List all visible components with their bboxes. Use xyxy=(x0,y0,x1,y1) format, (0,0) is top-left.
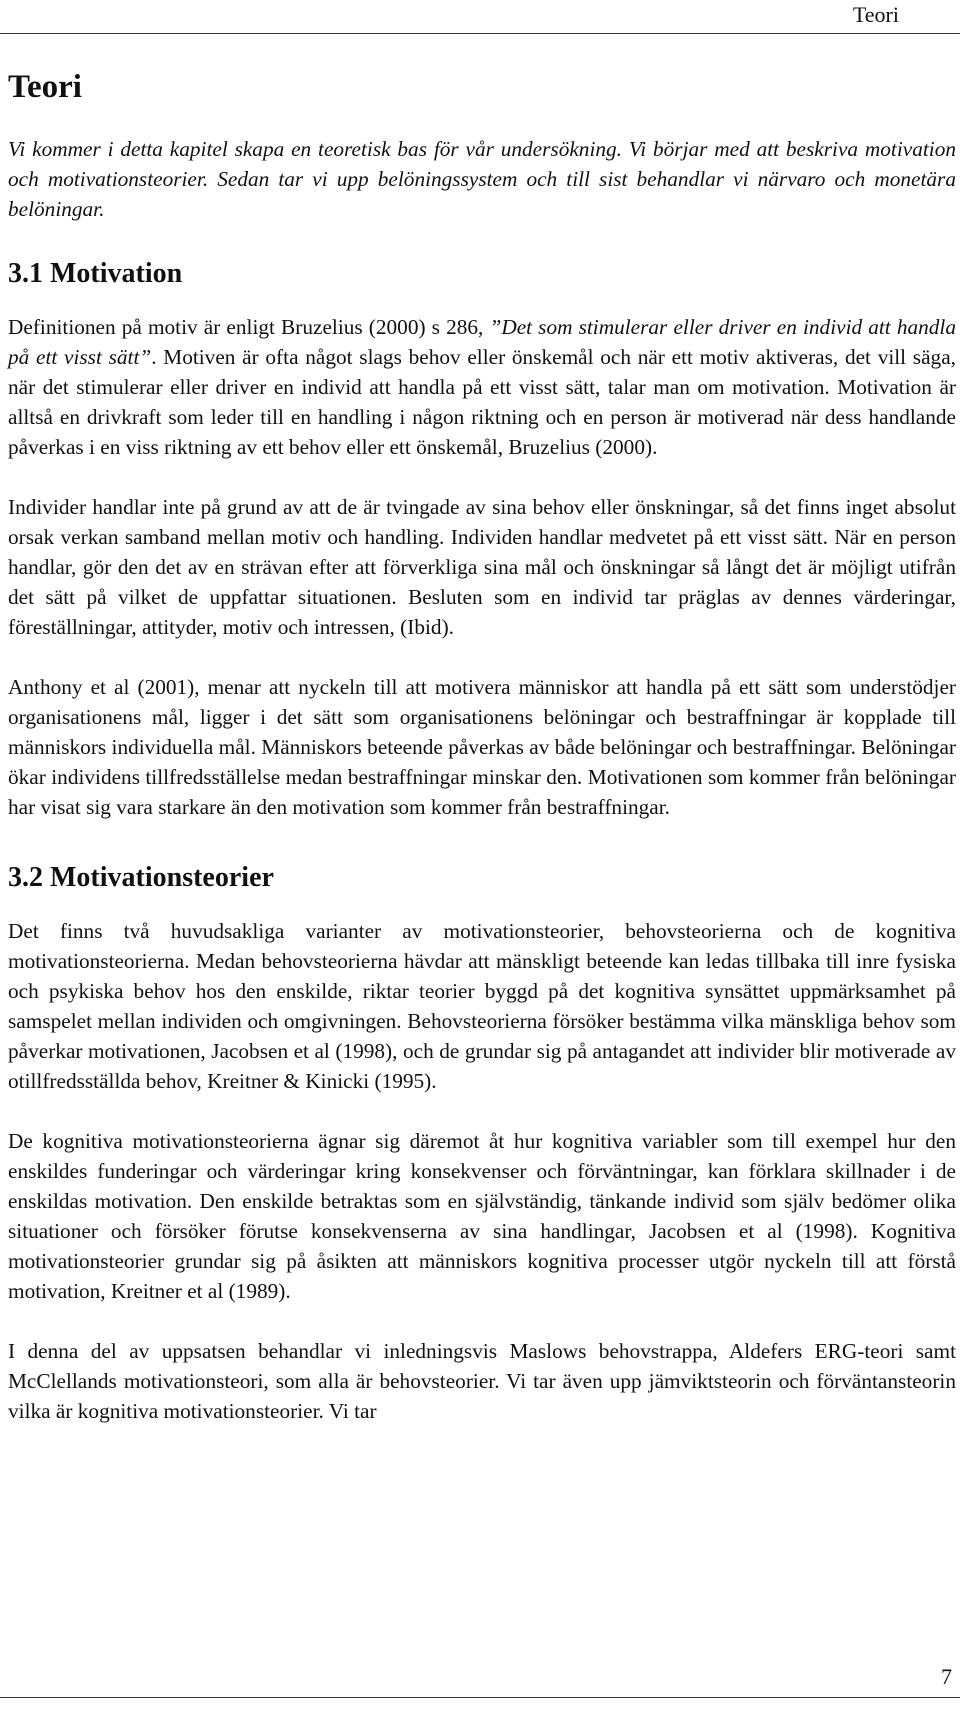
page-number: 7 xyxy=(941,1664,952,1689)
definition-text-lead: Definitionen på motiv är enligt Bruzelius (2000) s 286, xyxy=(8,315,490,339)
page-title: Teori xyxy=(8,69,82,105)
definition-text-rest: . Motiven är ofta något slags behov eller önskemål och när ett motiv aktiveras, det vill säga, när det stimulerar eller driver en individ att handla på ett visst sätt, talar man om motivation. Motivation är alltså en drivkraft som leder till en handling i någon riktning och en person är motiverad när dess handlande påverkas i en viss riktning av ett behov eller ett önskemål, Bruzelius (2000). xyxy=(8,345,956,459)
paragraph-definition xyxy=(8,312,956,462)
paragraph-two-variants: Det finns två huvudsakliga varianter av motivationsteorier, behovsteorierna och de kognitiva motivationsteorierna. Medan behovsteorierna hävdar att mänskligt beteende kan ledas tillbaka till inre fysiska och psykiska behov hos den enskilde, riktar teorier byggd på det kognitiva synsättet uppmärksamhet på samspelet mellan individen och omgivningen. Behovsteorierna försöker bestämma vilka mänskliga behov som påverkar motivationen, Jacobsen et al (1998), och de grundar sig på antagandet att individer blir motiverade av otillfredsställda behov, Kreitner & Kinicki (1995). xyxy=(8,919,956,1093)
footer-divider xyxy=(0,1697,960,1698)
header-divider xyxy=(0,33,960,34)
paragraph-individuals: Individer handlar inte på grund av att de är tvingade av sina behov eller önskningar, så det finns inget absolut orsak verkan samband mellan motiv och handling. Individen handlar medvetet på ett visst sätt. När en person handlar, gör den det av en strävan efter att förverkliga sina mål och önskningar så långt det är möjligt utifrån det sätt på vilket de uppfattar situationen. Besluten som en individ tar präglas av dennes värderingar, föreställningar, attityder, motiv och intressen, (Ibid). xyxy=(8,495,956,639)
section-heading-motivationsteorier: 3.2 Motivationsteorier xyxy=(8,862,274,893)
paragraph-overview: I denna del av uppsatsen behandlar vi inledningsvis Maslows behovstrappa, Aldefers ERG-teori samt McClellands motivationsteori, som alla är behovsteorier. Vi tar även upp jämviktsteorin och förväntansteorin vilka är kognitiva motivationsteorier. Vi tar xyxy=(8,1339,956,1423)
paragraph-cognitive: De kognitiva motivationsteorierna ägnar sig däremot åt hur kognitiva variabler som till exempel hur den enskildes funderingar och värderingar kring konsekvenser och förväntningar, kan förklara skillnader i de enskildas motivation. Den enskilde betraktas som en självständig, tänkande individ som själv bedömer olika situationer och försöker förutse konsekvenserna av sina handlingar, Jacobsen et al (1998). Kognitiva motivationsteorier grundar sig på åsikten att människors kognitiva processer utgör nyckeln till att förstå motivation, Kreitner et al (1989). xyxy=(8,1129,956,1303)
running-header: Teori xyxy=(852,2,899,27)
intro-paragraph: Vi kommer i detta kapitel skapa en teoretisk bas för vår undersökning. Vi börjar med att beskriva motivation och motivationsteorier. Sedan tar vi upp belöningssystem och till sist behandlar vi närvaro och monetära belöningar. xyxy=(8,137,956,221)
document-body xyxy=(8,58,956,1426)
definition-quote: ”Det som stimulerar eller driver en individ att handla på ett visst sätt” xyxy=(8,315,956,369)
section-heading-motivation: 3.1 Motivation xyxy=(8,258,183,289)
paragraph-anthony: Anthony et al (2001), menar att nyckeln till att motivera människor att handla på ett sätt som understödjer organisationens mål, ligger i det sätt som organisationens belöningar och bestraffningar är kopplade till människors individuella mål. Människors beteende påverkas av både belöningar och bestraffningar. Belöningar ökar individens tillfredsställelse medan bestraffningar minskar den. Motivationen som kommer från belöningar har visat sig vara starkare än den motivation som kommer från bestraffningar. xyxy=(8,675,956,819)
